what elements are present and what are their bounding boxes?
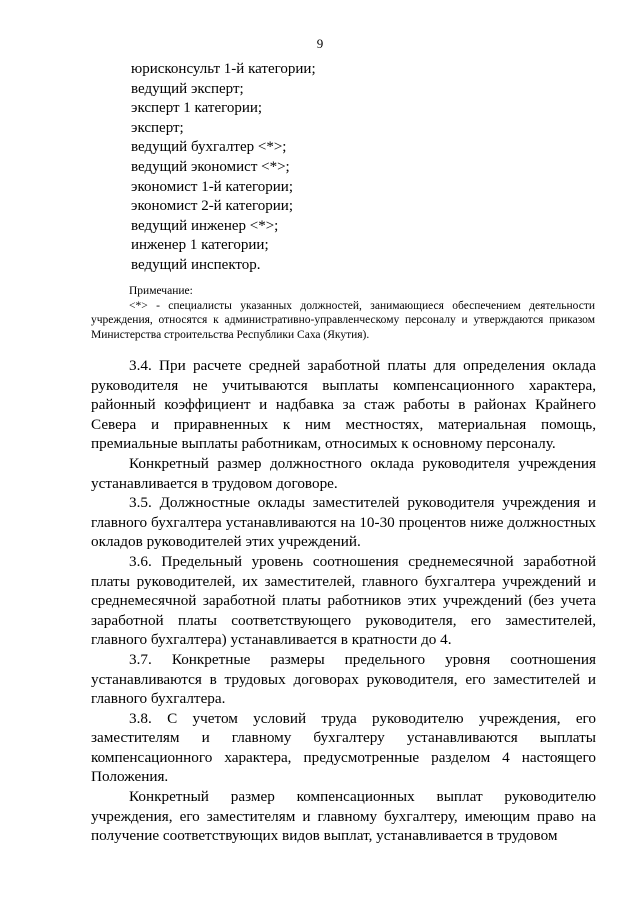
paragraph-3-7: 3.7. Конкретные размеры предельного уровня соотношения устанавливаются в трудовых договорах руководителя, его заместителей и главного бухгалтера. bbox=[91, 650, 596, 708]
list-item: инженер 1 категории; bbox=[131, 237, 269, 254]
list-item: экономист 1-й категории; bbox=[131, 178, 294, 195]
footnote bbox=[91, 284, 595, 342]
list-item: экономист 2-й категории; bbox=[131, 198, 294, 215]
paragraph-3-5: 3.5. Должностные оклады заместителей руководителя учреждения и главного бухгалтера устанавливаются на 10-30 процентов ниже должностных окладов руководителей этих учреждений. bbox=[91, 494, 596, 551]
list-item: юрисконсульт 1-й категории; bbox=[131, 61, 316, 77]
paragraph-3-4: 3.4. При расчете средней заработной платы для определения оклада руководителя не учитываются выплаты компенсационного характера, районный коэффициент и надбавка за стаж работы в районах Крайнего Севера и приравненных к ним местностях, материальная помощь, премиальные выплаты работникам, относимых к основному персоналу. bbox=[91, 357, 596, 453]
footnote-title: Примечание: bbox=[129, 285, 193, 297]
list-item: ведущий бухгалтер <*>; bbox=[131, 139, 287, 156]
list-item: ведущий инспектор. bbox=[131, 256, 261, 273]
footnote-text: <*> - специалисты указанных должностей, занимающиеся обеспечением деятельности учреждения, относятся к административно-управленческому персоналу и утверждаются приказом Министерства строительства Республики Саха (Якутия). bbox=[91, 299, 595, 341]
list-item: эксперт; bbox=[131, 119, 184, 136]
list-item: ведущий инженер <*>; bbox=[131, 217, 279, 234]
body-text bbox=[91, 356, 596, 846]
list-item: ведущий экономист <*>; bbox=[131, 158, 290, 175]
paragraph-3-8: 3.8. С учетом условий труда руководителю учреждения, его заместителям и главному бухгалтеру устанавливаются выплаты компенсационного характера, предусмотренные разделом 4 настоящего Положения. bbox=[91, 709, 596, 786]
paragraph-salary-contract: Конкретный размер должностного оклада руководителя учреждения устанавливается в трудовом договоре. bbox=[91, 454, 596, 492]
paragraph-3-6: 3.6. Предельный уровень соотношения среднемесячной заработной платы руководителей, их заместителей, главного бухгалтера учреждений и среднемесячной заработной платы работников этих учреждений (без учета заработной платы соответствующего руководителя, его заместителей, главного бухгалтера) устанавливается в кратности до 4. bbox=[91, 552, 596, 649]
paragraph-compensation: Конкретный размер компенсационных выплат руководителю учреждения, его заместителям и главному бухгалтеру, имеющим право на получение соответствующих видов выплат, устанавливается в трудовом bbox=[91, 788, 596, 845]
page-number: 9 bbox=[316, 36, 324, 51]
positions-list bbox=[131, 60, 316, 276]
list-item: ведущий эксперт; bbox=[131, 80, 244, 97]
list-item: эксперт 1 категории; bbox=[131, 100, 263, 117]
